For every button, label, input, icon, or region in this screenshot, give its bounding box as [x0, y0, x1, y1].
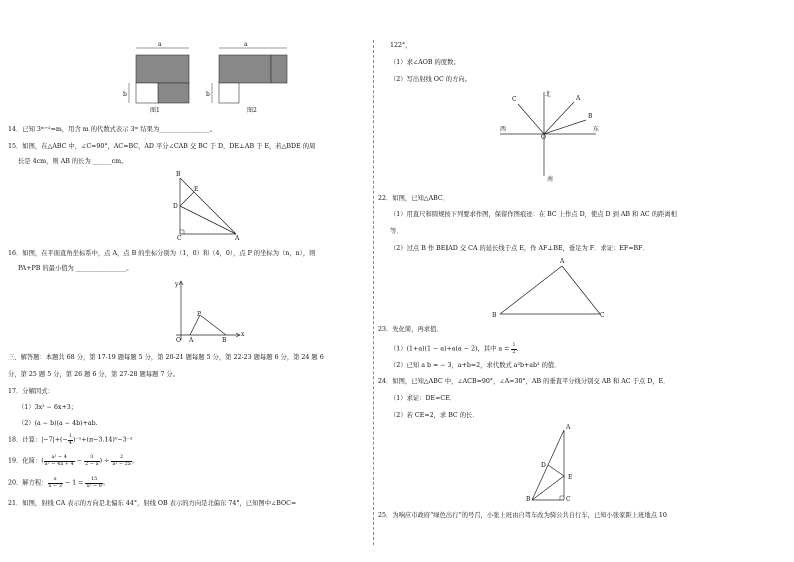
- q24-point-C: C: [566, 496, 571, 503]
- q22-point-A: A: [560, 258, 565, 265]
- q20-num1: x: [48, 477, 63, 484]
- question-19: [8, 455, 138, 467]
- q15-point-E: E: [194, 186, 199, 193]
- q22-point-C: C: [600, 312, 605, 319]
- q18-text-a: 18．计算：|−7|+(−: [8, 436, 68, 444]
- question-22: 22．如图，已知△ABC．: [378, 195, 450, 202]
- question-22-part2: （2）过点 B 作 BE∥AD 交 CA 的延长线于点 E，作 AF⊥BE，垂足为 F．求证：EF=BF．: [390, 245, 649, 252]
- q15-point-A: A: [235, 235, 240, 242]
- question-15-line2: 长是 4cm，则 AB 的长为 ______cm。: [18, 158, 128, 165]
- fig1-caption: 图1: [150, 107, 160, 114]
- q23-text-b: ．: [516, 345, 523, 353]
- question-24: 24．如图，已知△ABC 中，∠ACB=90°，∠A=30°，AB 的垂直平分线分别交 AB 和 AC 于点 D，E．: [378, 378, 670, 385]
- question-14: 14．已知 3ᵐ⁺²=m，用含 m 的代数式表示 3ᵐ 结果为________________。: [8, 126, 216, 133]
- compass-point-B: B: [588, 113, 593, 120]
- q16-origin-O: O: [176, 337, 181, 344]
- q19-fraction-1: [44, 455, 75, 467]
- compass-origin-O: O: [541, 134, 546, 141]
- q19-num1: a² − 4: [44, 455, 75, 462]
- q19-text-a: 19．化简：(: [8, 457, 44, 465]
- compass-south: 南: [547, 176, 554, 183]
- question-25: 25．为响应市政府“绿色出行”的号召，小张上班由自驾车改为骑公共自行车，已知小张家距上班地点 10: [378, 512, 667, 519]
- compass-figure: [490, 88, 610, 184]
- question-21-part1: （1）求∠AOB 的度数；: [390, 59, 460, 66]
- compass-west: 西: [500, 126, 507, 133]
- q16-point-A: A: [189, 337, 194, 344]
- q19-fraction-3: [111, 455, 132, 467]
- q20-den2: x² − 9: [86, 482, 102, 489]
- question-23-part1: [390, 343, 523, 355]
- section-3-line2: 分，第 25 题 5 分，第 26 题 6 分，第 27-28 题每题 7 分。: [8, 371, 179, 378]
- q20-text-a: 20．解方程：: [8, 479, 48, 487]
- q20-fraction-2: [85, 477, 102, 489]
- q18-num: 1: [68, 433, 72, 439]
- q20-den1: x − 3: [48, 482, 62, 489]
- question-21: 21．如图，射线 CA 表示的方向是北偏东 44°，射线 OB 表示的方向是北偏东 74°，已知图中∠BOC=: [8, 500, 297, 507]
- q19-end: 。: [131, 457, 139, 465]
- q19-div: ) ÷: [99, 457, 112, 465]
- q20-fraction-1: [48, 477, 63, 489]
- question-20: [8, 477, 109, 489]
- q19-fraction-2: [84, 455, 100, 467]
- q19-den3: a² − 2a: [112, 460, 131, 467]
- question-15-line1: 15．如图，在△ABC 中，∠C=90°，AC=BC，AD 平分∠CAB 交 BC 于 D，DE⊥AB 于 E，若△BDE 的周: [8, 143, 316, 150]
- q20-mid: − 1 =: [62, 479, 86, 487]
- fig1-label-b: b: [123, 91, 127, 98]
- q20-end: 。: [102, 479, 110, 487]
- q23-den: 2: [512, 348, 516, 355]
- q16-axis-y: y: [175, 281, 179, 288]
- question-23: 23．先化简，再求值．: [378, 326, 443, 333]
- question-17-part1: （1）3x² − 6x+3；: [18, 404, 78, 411]
- fig2-label-b: b: [206, 91, 210, 98]
- q15-point-C: C: [177, 235, 182, 242]
- q16-point-P: P: [197, 311, 202, 318]
- q19-den1: a² − 4a + 4: [44, 460, 74, 467]
- question-21-continued: 122°，: [390, 42, 412, 49]
- question-24-part1: （1）求证：DE=CE．: [390, 395, 457, 402]
- q23-num: 1: [512, 342, 516, 348]
- q23-text-a: （1）(1+a)(1 − a)+a(a − 2)，其中 a =: [390, 345, 512, 353]
- q19-minus: −: [74, 457, 85, 465]
- question-16-line1: 16．如图，在平面直角坐标系中，点 A，点 B 的坐标分别为（1，0）和（4，0），点 P 的坐标为（n，n），则: [8, 250, 316, 257]
- q18-text-b: )⁻¹+(π−3.14)⁰−3⁻²: [72, 436, 133, 444]
- compass-point-A: A: [576, 95, 581, 102]
- q20-num2: 15: [85, 477, 102, 484]
- question-24-part2: （2）若 CE=2，求 BC 的长．: [390, 412, 479, 419]
- compass-point-C: C: [512, 96, 517, 103]
- q16-point-B: B: [222, 337, 227, 344]
- question-17: 17．分解因式：: [8, 388, 54, 395]
- question-22-part1-cont: 等．: [390, 228, 403, 235]
- q24-point-A: A: [566, 424, 571, 431]
- q19-den2: 2 − a: [85, 460, 99, 467]
- q19-num2: 3: [84, 455, 100, 462]
- question-22-figure: [490, 258, 610, 322]
- q18-den: 4: [68, 439, 72, 446]
- fig2-caption: 图2: [247, 107, 257, 114]
- q22-point-B: B: [492, 312, 497, 319]
- q15-point-B: B: [176, 171, 181, 178]
- q15-point-D: D: [173, 203, 178, 210]
- section-3-line1: 三、解答题：本题共 68 分，第 17-19 题每题 5 分，第 20-21 题每题 5 分，第 22-23 题每题 6 分，第 24 题 6: [8, 354, 324, 361]
- column-divider: [373, 40, 374, 545]
- q24-point-B: B: [526, 496, 531, 503]
- question-18: [8, 434, 133, 446]
- figure-1-2: [118, 40, 308, 118]
- compass-east: 东: [593, 126, 600, 133]
- q16-axis-x: x: [241, 331, 245, 338]
- question-21-part2: （2）写出射线 OC 的方向。: [390, 76, 471, 83]
- fig2-label-a: a: [244, 41, 248, 48]
- q24-point-D: D: [541, 462, 546, 469]
- compass-north: 北: [545, 91, 552, 98]
- question-22-part1: （1）用直尺和圆规按下列要求作图，保留作图痕迹：在 BC 上作点 D，使点 D 到 AB 和 AC 的距离相: [390, 211, 677, 218]
- question-16-line2: PA+PB 的最小值为 ________________。: [18, 265, 133, 272]
- fig1-label-a: a: [158, 41, 162, 48]
- question-23-part2: （2）已知 a b = − 3，a+b=2，求代数式 a³b+ab³ 的值．: [390, 362, 561, 369]
- question-17-part2: （2）(a − b)(a − 4b)+ab.: [18, 420, 98, 427]
- question-15-figure: [170, 170, 250, 242]
- q24-point-E: E: [568, 474, 573, 481]
- q19-num3: 2: [111, 455, 132, 462]
